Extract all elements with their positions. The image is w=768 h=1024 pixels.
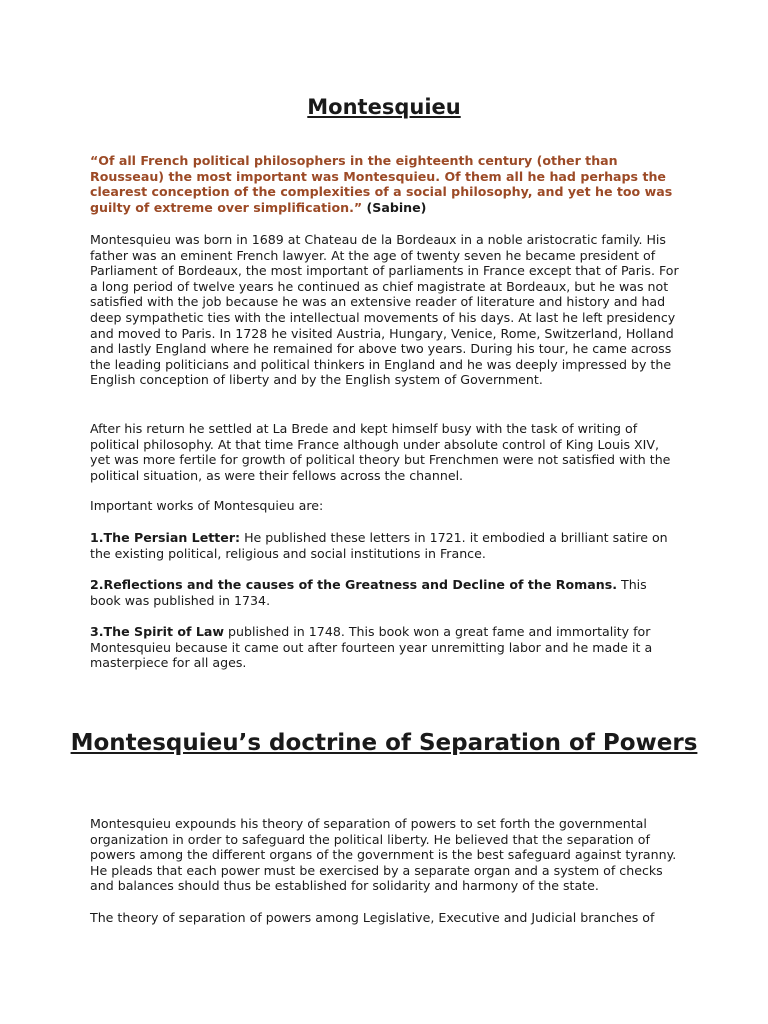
work-title: 1.The Persian Letter: xyxy=(90,530,241,545)
quote-citation: (Sabine) xyxy=(366,199,427,215)
work-description: This book was published in 1734. xyxy=(90,577,647,608)
work-description: He published these letters in 1721. it embodied a brilliant satire on the existing political, religious and social institutions in France. xyxy=(90,530,668,561)
work-item xyxy=(90,624,680,671)
page-title: Montesquieu xyxy=(307,95,461,119)
separation-paragraph: Montesquieu expounds his theory of separation of powers to set forth the governmental organization in order to safeguard the political liberty. He believed that the separation of powers among the different organs of the government is the best safeguard against tyranny. He pleads that each power must be exercised by a separate organ and a system of checks and balances should thus be established for solidarity and harmony of the state. xyxy=(90,816,677,894)
work-title: 3.The Spirit of Law xyxy=(90,624,225,639)
section-heading: Montesquieu’s doctrine of Separation of Powers xyxy=(70,730,698,756)
work-description: published in 1748. This book won a great fame and immortality for Montesquieu because it came out after fourteen year unremitting labor and he made it a masterpiece for all ages. xyxy=(90,624,653,671)
biography-paragraph: Montesquieu was born in 1689 at Chateau de la Bordeaux in a noble aristocratic family. His father was an eminent French lawyer. At the age of twenty seven he became president of Parliament of Bordeaux, the most important of parliaments in France except that of Paris. For a long period of twelve years he continued as chief magistrate at Bordeaux, but he was not satisfied with the job because he was an extensive reader of literature and history and had deep sympathetic ties with the intellectual movements of his days. At last he left presidency and moved to Paris. In 1728 he visited Austria, Hungary, Venice, Rome, Switzerland, Holland and lastly England where he remained for above two years. During his tour, he came across the leading politicians and political thinkers in England and he was deeply impressed by the English conception of liberty and by the English system of Government. xyxy=(90,232,679,388)
opening-quote xyxy=(90,153,680,215)
return-paragraph: After his return he settled at La Brede and kept himself busy with the task of writing of political philosophy. At that time France although under absolute control of King Louis XIV, yet was more fertile for growth of political theory but Frenchmen were not satisfied with the political situation, as were their fellows across the channel. xyxy=(90,421,671,483)
works-intro: Important works of Montesquieu are: xyxy=(90,498,324,513)
quote-text: “Of all French political philosophers in the eighteenth century (other than Rousseau) the most important was Montesquieu. Of them all he had perhaps the clearest conception of the complexities of a social philosophy, and yet he too was guilty of extreme over simplification.” xyxy=(90,153,673,215)
separation-paragraph-continued: The theory of separation of powers among Legislative, Executive and Judicial branches of xyxy=(90,910,655,925)
work-title: 2.Reflections and the causes of the Greatness and Decline of the Romans. xyxy=(90,577,617,592)
work-item xyxy=(90,577,680,608)
work-item xyxy=(90,530,680,561)
